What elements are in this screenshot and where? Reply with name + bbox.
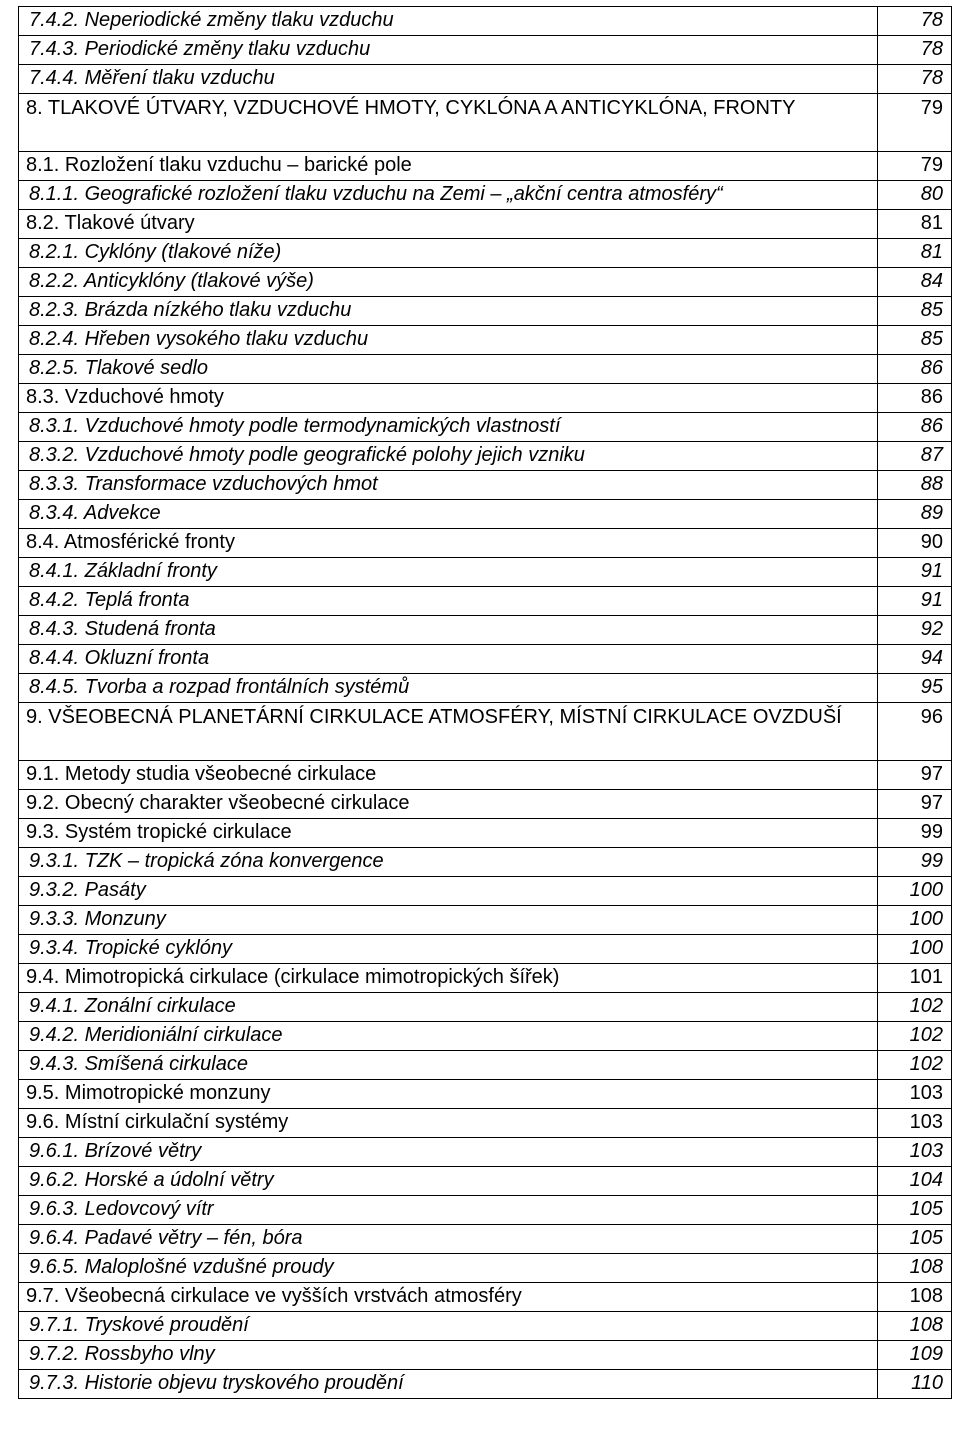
toc-entry-page: 108	[878, 1312, 952, 1341]
toc-entry-title: 8.2.3. Brázda nízkého tlaku vzduchu	[29, 299, 352, 321]
toc-entry-title-cell	[19, 297, 878, 326]
toc-row	[19, 1138, 952, 1167]
toc-entry-page: 78	[878, 7, 952, 36]
toc-entry-page: 110	[878, 1370, 952, 1399]
toc-entry-page: 90	[878, 529, 952, 558]
toc-entry-title: 9.6. Místní cirkulační systémy	[26, 1111, 289, 1133]
toc-row	[19, 964, 952, 993]
toc-row	[19, 1370, 952, 1399]
toc-entry-title-cell	[19, 210, 878, 239]
toc-entry-title-cell	[19, 1080, 878, 1109]
toc-body	[19, 7, 952, 1399]
toc-entry-title-cell	[19, 848, 878, 877]
toc-entry-page: 86	[878, 355, 952, 384]
toc-row	[19, 1109, 952, 1138]
toc-entry-title: 9.7.2. Rossbyho vlny	[29, 1343, 215, 1365]
toc-entry-title: 9.4. Mimotropická cirkulace (cirkulace mimotropických šířek)	[26, 966, 560, 988]
toc-entry-page: 108	[878, 1283, 952, 1312]
toc-entry-title: 9.5. Mimotropické monzuny	[26, 1082, 271, 1104]
toc-entry-title-cell	[19, 964, 878, 993]
toc-entry-title-cell	[19, 877, 878, 906]
toc-entry-title-cell	[19, 1051, 878, 1080]
toc-entry-title: 8.1. Rozložení tlaku vzduchu – barické pole	[26, 154, 412, 176]
toc-entry-title-cell	[19, 1312, 878, 1341]
toc-entry-title-cell	[19, 1196, 878, 1225]
toc-entry-page: 105	[878, 1196, 952, 1225]
toc-entry-title-cell	[19, 239, 878, 268]
toc-entry-title: 8.4.3. Studená fronta	[29, 618, 216, 640]
toc-row	[19, 1022, 952, 1051]
toc-entry-page: 86	[878, 384, 952, 413]
toc-entry-title: 8.2.1. Cyklóny (tlakové níže)	[29, 241, 282, 263]
toc-row	[19, 297, 952, 326]
toc-entry-title-cell	[19, 790, 878, 819]
toc-entry-page: 102	[878, 993, 952, 1022]
toc-entry-title-cell	[19, 558, 878, 587]
toc-entry-page: 78	[878, 65, 952, 94]
toc-entry-page: 103	[878, 1109, 952, 1138]
toc-entry-page: 109	[878, 1341, 952, 1370]
toc-entry-page: 99	[878, 819, 952, 848]
toc-row	[19, 500, 952, 529]
toc-row	[19, 326, 952, 355]
toc-entry-page: 95	[878, 674, 952, 703]
toc-entry-title: 8.3.3. Transformace vzduchových hmot	[29, 473, 378, 495]
toc-entry-page: 85	[878, 326, 952, 355]
toc-entry-title-cell	[19, 529, 878, 558]
toc-row	[19, 993, 952, 1022]
toc-entry-title: 8.2.4. Hřeben vysokého tlaku vzduchu	[29, 328, 369, 350]
toc-row	[19, 268, 952, 297]
toc-entry-title: 8.2.2. Anticyklóny (tlakové výše)	[29, 270, 314, 292]
toc-entry-page: 96	[878, 703, 952, 761]
toc-entry-title: 9.6.2. Horské a údolní větry	[29, 1169, 274, 1191]
toc-entry-page: 84	[878, 268, 952, 297]
toc-entry-title-cell	[19, 587, 878, 616]
toc-entry-title-cell	[19, 36, 878, 65]
toc-entry-title: 8.3.2. Vzduchové hmoty podle geografické polohy jejich vzniku	[29, 444, 585, 466]
toc-entry-title: 8. TLAKOVÉ ÚTVARY, VZDUCHOVÉ HMOTY, CYKLÓNA A ANTICYKLÓNA, FRONTY	[26, 97, 796, 119]
toc-entry-title-cell	[19, 1254, 878, 1283]
toc-entry-page: 80	[878, 181, 952, 210]
toc-entry-title: 9.7.1. Tryskové proudění	[29, 1314, 249, 1336]
toc-entry-page: 81	[878, 210, 952, 239]
toc-entry-page: 101	[878, 964, 952, 993]
toc-row	[19, 529, 952, 558]
toc-entry-title: 9.3.4. Tropické cyklóny	[29, 937, 233, 959]
toc-row	[19, 355, 952, 384]
toc-entry-title: 8.1.1. Geografické rozložení tlaku vzduchu na Zemi – „akční centra atmosféry“	[29, 183, 723, 205]
toc-row	[19, 674, 952, 703]
toc-entry-title: 9.7.3. Historie objevu tryskového proudění	[29, 1372, 404, 1394]
toc-entry-title: 9.4.3. Smíšená cirkulace	[29, 1053, 248, 1075]
toc-entry-title-cell	[19, 1341, 878, 1370]
toc-row	[19, 587, 952, 616]
toc-entry-title-cell	[19, 7, 878, 36]
toc-entry-title-cell	[19, 935, 878, 964]
toc-row	[19, 1167, 952, 1196]
toc-entry-page: 79	[878, 94, 952, 152]
toc-entry-title: 9. VŠEOBECNÁ PLANETÁRNÍ CIRKULACE ATMOSFÉRY, MÍSTNÍ CIRKULACE OVZDUŠÍ	[26, 706, 842, 728]
toc-entry-title-cell	[19, 819, 878, 848]
toc-entry-page: 85	[878, 297, 952, 326]
toc-entry-title: 9.4.1. Zonální cirkulace	[29, 995, 236, 1017]
toc-entry-title-cell	[19, 1109, 878, 1138]
toc-entry-title-cell	[19, 1225, 878, 1254]
toc-entry-title: 8.3.1. Vzduchové hmoty podle termodynamických vlastností	[29, 415, 561, 437]
toc-entry-page: 87	[878, 442, 952, 471]
toc-row	[19, 1341, 952, 1370]
toc-entry-page: 99	[878, 848, 952, 877]
toc-row	[19, 1196, 952, 1225]
toc-entry-title-cell	[19, 326, 878, 355]
toc-entry-title: 8.4.1. Základní fronty	[29, 560, 217, 582]
table-of-contents	[18, 6, 952, 1399]
toc-entry-title: 9.2. Obecný charakter všeobecné cirkulace	[26, 792, 410, 814]
toc-row	[19, 152, 952, 181]
toc-entry-page: 97	[878, 761, 952, 790]
toc-row	[19, 94, 952, 152]
toc-entry-page: 97	[878, 790, 952, 819]
toc-entry-title: 7.4.2. Neperiodické změny tlaku vzduchu	[29, 9, 394, 31]
toc-row	[19, 1283, 952, 1312]
toc-row	[19, 1051, 952, 1080]
toc-entry-title: 8.2. Tlakové útvary	[26, 212, 195, 234]
toc-entry-title: 7.4.3. Periodické změny tlaku vzduchu	[29, 38, 371, 60]
toc-entry-title-cell	[19, 413, 878, 442]
toc-row	[19, 210, 952, 239]
toc-entry-title: 9.4.2. Meridioniální cirkulace	[29, 1024, 283, 1046]
toc-entry-page: 88	[878, 471, 952, 500]
toc-entry-title: 8.4. Atmosférické fronty	[26, 531, 235, 553]
toc-entry-page: 94	[878, 645, 952, 674]
toc-entry-title: 8.2.5. Tlakové sedlo	[29, 357, 208, 379]
toc-row	[19, 935, 952, 964]
toc-row	[19, 1254, 952, 1283]
toc-entry-page: 104	[878, 1167, 952, 1196]
toc-row	[19, 558, 952, 587]
toc-entry-page: 105	[878, 1225, 952, 1254]
toc-row	[19, 384, 952, 413]
toc-entry-page: 92	[878, 616, 952, 645]
toc-entry-title: 9.3.3. Monzuny	[29, 908, 166, 930]
toc-entry-title: 9.3.1. TZK – tropická zóna konvergence	[29, 850, 384, 872]
toc-entry-title: 9.6.1. Brízové větry	[29, 1140, 202, 1162]
toc-entry-title-cell	[19, 65, 878, 94]
toc-entry-title-cell	[19, 94, 878, 152]
toc-entry-title-cell	[19, 1370, 878, 1399]
toc-row	[19, 7, 952, 36]
toc-entry-title: 8.3.4. Advekce	[29, 502, 161, 524]
toc-entry-title: 9.7. Všeobecná cirkulace ve vyšších vrstvách atmosféry	[26, 1285, 522, 1307]
toc-entry-title: 9.1. Metody studia všeobecné cirkulace	[26, 763, 377, 785]
toc-row	[19, 239, 952, 268]
toc-entry-page: 108	[878, 1254, 952, 1283]
toc-entry-title-cell	[19, 384, 878, 413]
toc-entry-page: 100	[878, 906, 952, 935]
toc-entry-title: 9.3. Systém tropické cirkulace	[26, 821, 292, 843]
toc-row	[19, 790, 952, 819]
toc-entry-title-cell	[19, 645, 878, 674]
toc-entry-title: 9.6.4. Padavé větry – fén, bóra	[29, 1227, 303, 1249]
toc-entry-title: 8.4.2. Teplá fronta	[29, 589, 190, 611]
toc-entry-title-cell	[19, 442, 878, 471]
toc-entry-title-cell	[19, 616, 878, 645]
toc-row	[19, 703, 952, 761]
toc-entry-page: 81	[878, 239, 952, 268]
toc-entry-title-cell	[19, 471, 878, 500]
toc-entry-title-cell	[19, 1283, 878, 1312]
toc-row	[19, 471, 952, 500]
toc-row	[19, 36, 952, 65]
toc-entry-page: 102	[878, 1022, 952, 1051]
toc-row	[19, 761, 952, 790]
toc-entry-page: 100	[878, 935, 952, 964]
toc-entry-page: 91	[878, 558, 952, 587]
toc-entry-title: 8.4.4. Okluzní fronta	[29, 647, 210, 669]
toc-entry-page: 91	[878, 587, 952, 616]
toc-row	[19, 65, 952, 94]
toc-row	[19, 1312, 952, 1341]
toc-entry-page: 78	[878, 36, 952, 65]
toc-entry-page: 102	[878, 1051, 952, 1080]
toc-entry-title-cell	[19, 500, 878, 529]
toc-entry-title-cell	[19, 761, 878, 790]
toc-entry-title-cell	[19, 152, 878, 181]
toc-entry-page: 86	[878, 413, 952, 442]
toc-entry-title-cell	[19, 703, 878, 761]
toc-entry-page: 100	[878, 877, 952, 906]
toc-entry-page: 89	[878, 500, 952, 529]
toc-entry-title: 8.3. Vzduchové hmoty	[26, 386, 224, 408]
toc-entry-title: 8.4.5. Tvorba a rozpad frontálních systémů	[29, 676, 410, 698]
toc-entry-title-cell	[19, 993, 878, 1022]
toc-row	[19, 819, 952, 848]
toc-entry-title-cell	[19, 1022, 878, 1051]
toc-entry-title-cell	[19, 181, 878, 210]
toc-entry-title: 7.4.4. Měření tlaku vzduchu	[29, 67, 275, 89]
toc-row	[19, 906, 952, 935]
toc-row	[19, 645, 952, 674]
toc-entry-title: 9.3.2. Pasáty	[29, 879, 146, 901]
toc-entry-title-cell	[19, 1167, 878, 1196]
toc-entry-title-cell	[19, 1138, 878, 1167]
toc-entry-page: 103	[878, 1080, 952, 1109]
toc-entry-page: 79	[878, 152, 952, 181]
toc-entry-title-cell	[19, 906, 878, 935]
toc-row	[19, 616, 952, 645]
toc-row	[19, 877, 952, 906]
toc-row	[19, 848, 952, 877]
toc-entry-title-cell	[19, 268, 878, 297]
toc-entry-title: 9.6.5. Maloplošné vzdušné proudy	[29, 1256, 334, 1278]
toc-row	[19, 413, 952, 442]
toc-row	[19, 1080, 952, 1109]
toc-entry-title-cell	[19, 355, 878, 384]
toc-entry-page: 103	[878, 1138, 952, 1167]
toc-row	[19, 442, 952, 471]
toc-row	[19, 181, 952, 210]
toc-entry-title-cell	[19, 674, 878, 703]
toc-row	[19, 1225, 952, 1254]
toc-entry-title: 9.6.3. Ledovcový vítr	[29, 1198, 214, 1220]
